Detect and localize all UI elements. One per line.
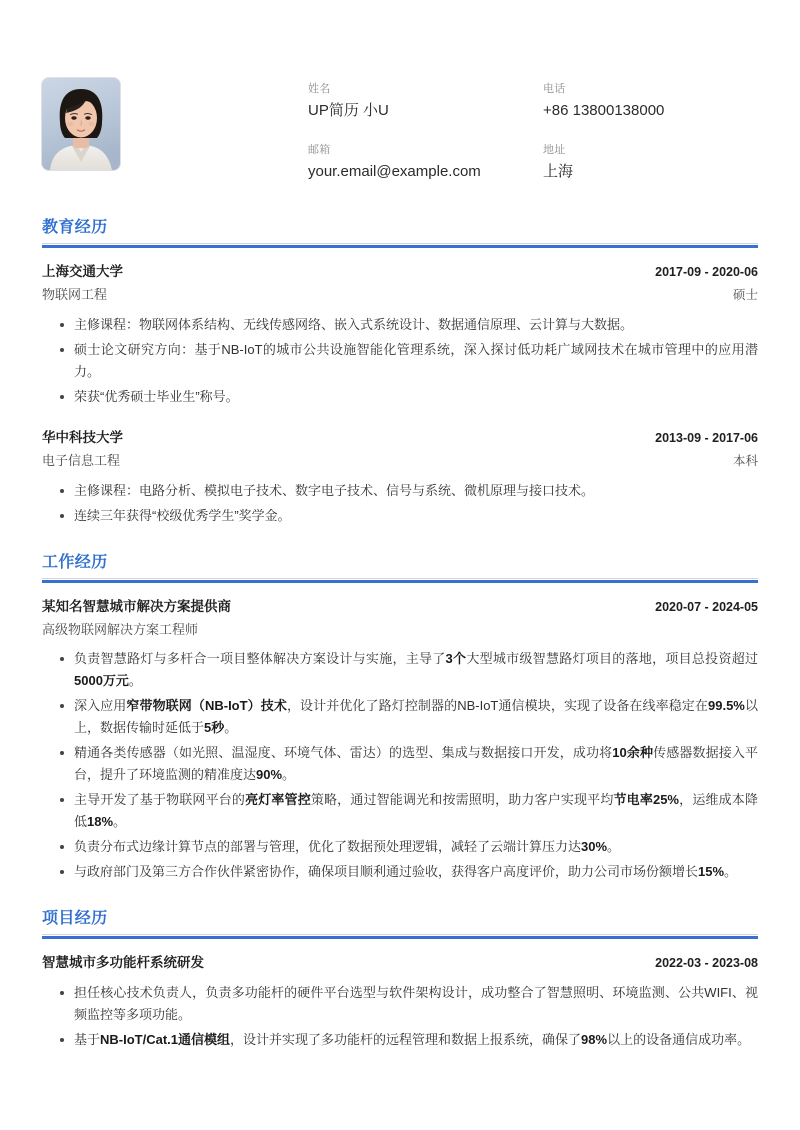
contact-fields: [148, 78, 758, 182]
entry-subheader-row: [42, 451, 758, 471]
education-entry: [42, 428, 758, 527]
contact-field-phone: [543, 82, 758, 121]
section-divider-thick: [42, 580, 758, 583]
entry-degree: 本科: [732, 454, 758, 468]
section-education: [42, 218, 758, 527]
list-item: 硕士论文研究方向：基于NB-IoT的城市公共设施智能化管理系统，深入探讨低功耗广域网技术在城市管理中的应用潜力。: [60, 339, 758, 383]
entry-job-title: 高级物联网解决方案工程师: [42, 622, 199, 637]
field-value-address: 上海: [543, 163, 574, 180]
list-item: 基于NB-IoT/Cat.1通信模组，设计并实现了多功能杆的远程管理和数据上报系统，确保了98%以上的设备通信成功率。: [60, 1029, 758, 1051]
list-item: 深入应用窄带物联网（NB-IoT）技术，设计并优化了路灯控制器的NB-IoT通信模块，实现了设备在线率稳定在99.5%以上，数据传输时延低于5秒。: [60, 695, 758, 739]
portrait-illustration: [42, 78, 120, 170]
field-label-name: 姓名: [308, 83, 331, 95]
education-entry: [42, 262, 758, 408]
entry-bullet-list: [42, 982, 758, 1051]
list-item: 与政府部门及第三方合作伙伴紧密协作，确保项目顺利通过验收，获得客户高度评价，助力公司市场份额增长15%。: [60, 861, 758, 883]
entry-subheader-row: [42, 620, 758, 639]
list-item: 负责分布式边缘计算节点的部署与管理，优化了数据预处理逻辑，减轻了云端计算压力达30%。: [60, 836, 758, 858]
section-divider-thin: [42, 243, 758, 244]
list-item: 负责智慧路灯与多杆合一项目整体解决方案设计与实施，主导了3个大型城市级智慧路灯项目的落地，项目总投资超过5000万元。: [60, 648, 758, 692]
entry-header-row: [42, 953, 758, 973]
portrait-photo: [42, 78, 120, 170]
entry-degree: 硕士: [732, 288, 758, 302]
entry-major: 电子信息工程: [42, 453, 121, 468]
entry-subheader-row: [42, 285, 758, 305]
entry-header-row: [42, 262, 758, 282]
contact-field-email: [308, 143, 523, 182]
resume-header: [42, 0, 758, 188]
entry-bullet-list: [42, 480, 758, 527]
entry-company: 某知名智慧城市解决方案提供商: [42, 599, 231, 614]
list-item: 荣获“优秀硕士毕业生”称号。: [60, 386, 758, 408]
contact-field-address: [543, 143, 758, 182]
section-divider-thin: [42, 934, 758, 935]
field-value-email: your.email@example.com: [308, 163, 481, 180]
list-item: 主修课程：物联网体系结构、无线传感网络、嵌入式系统设计、数据通信原理、云计算与大数据。: [60, 314, 758, 336]
section-divider-thick: [42, 245, 758, 248]
section-title-project: 项目经历: [42, 910, 108, 927]
entry-major: 物联网工程: [42, 287, 108, 302]
entry-header-row: [42, 597, 758, 617]
field-label-phone: 电话: [543, 83, 566, 95]
entry-header-row: [42, 428, 758, 448]
project-entry: [42, 953, 758, 1051]
list-item: 主导开发了基于物联网平台的亮灯率管控策略，通过智能调光和按需照明，助力客户实现平均节电率25%，运维成本降低18%。: [60, 789, 758, 833]
entry-organization: 华中科技大学: [42, 430, 123, 445]
work-entry: [42, 597, 758, 883]
section-divider-thick: [42, 936, 758, 939]
list-item: 精通各类传感器（如光照、温湿度、环境气体、雷达）的选型、集成与数据接口开发，成功将10余种传感器数据接入平台，提升了环境监测的精准度达90%。: [60, 742, 758, 786]
entry-date-range: 2020-07 - 2024-05: [655, 600, 758, 614]
entry-date-range: 2022-03 - 2023-08: [655, 956, 758, 970]
list-item: 连续三年获得“校级优秀学生”奖学金。: [60, 505, 758, 527]
section-work-experience: [42, 553, 758, 883]
section-project-experience: [42, 909, 758, 1051]
list-item: 担任核心技术负责人，负责多功能杆的硬件平台选型与软件架构设计，成功整合了智慧照明、环境监测、公共WIFI、视频监控等多项功能。: [60, 982, 758, 1026]
list-item: 主修课程：电路分析、模拟电子技术、数字电子技术、信号与系统、微机原理与接口技术。: [60, 480, 758, 502]
photo-container: [42, 78, 120, 170]
section-divider-thin: [42, 578, 758, 579]
entry-organization: 上海交通大学: [42, 264, 123, 279]
entry-bullet-list: [42, 314, 758, 408]
section-title-education: 教育经历: [42, 219, 108, 236]
entry-date-range: 2013-09 - 2017-06: [655, 431, 758, 445]
field-label-address: 地址: [543, 144, 566, 156]
field-value-name: UP简历 小U: [308, 102, 389, 119]
entry-project-name: 智慧城市多功能杆系统研发: [42, 955, 204, 970]
section-title-work: 工作经历: [42, 554, 108, 571]
entry-date-range: 2017-09 - 2020-06: [655, 265, 758, 279]
contact-field-name: [308, 82, 523, 121]
field-value-phone: +86 13800138000: [543, 102, 665, 119]
entry-bullet-list: [42, 648, 758, 883]
field-label-email: 邮箱: [308, 144, 331, 156]
